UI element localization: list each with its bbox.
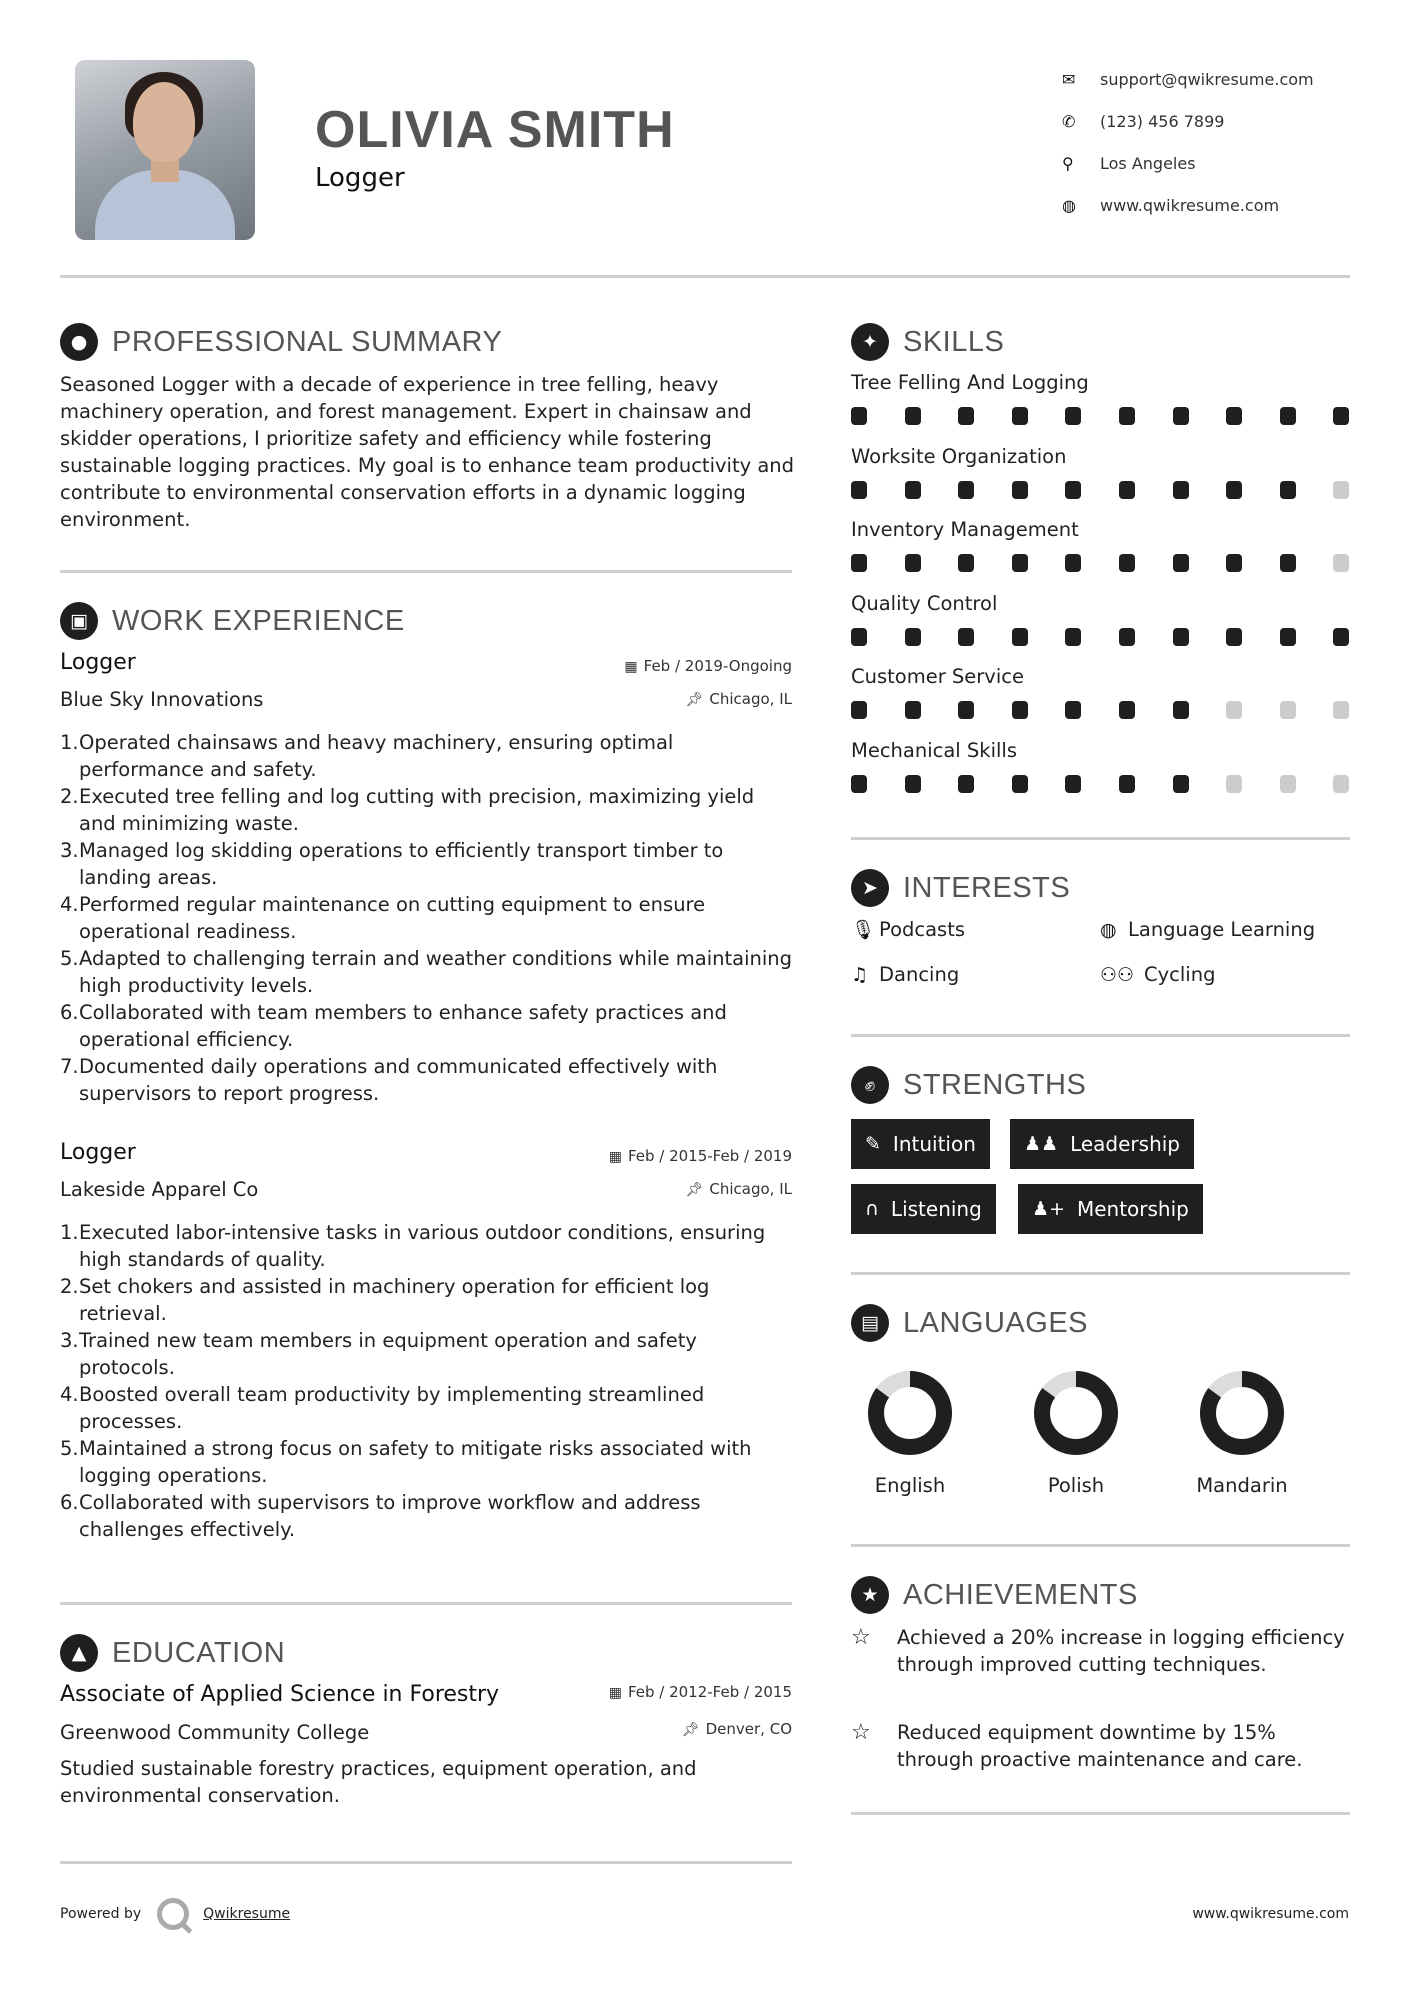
graduation-icon: ▲ [60, 1634, 98, 1672]
language-item [850, 1368, 970, 1497]
skill-name: Worksite Organization [851, 444, 1067, 468]
skill-dot [1065, 701, 1081, 719]
education-dates: ▦ Feb / 2012-Feb / 2015 [608, 1683, 792, 1701]
skill-dot [958, 775, 974, 793]
achievement-item: ☆ Reduced equipment downtime by 15% through proactive maintenance and care. [851, 1720, 1303, 1771]
briefcase-icon: ▣ [60, 602, 98, 640]
skill-dot [851, 775, 867, 793]
list-item: 4. Performed regular maintenance on cutting equipment to ensure operational readiness. [60, 893, 706, 943]
skill-dot [1119, 775, 1135, 793]
star-badge-icon: ★ [851, 1576, 889, 1614]
work-divider [60, 1602, 792, 1605]
education-divider [60, 1861, 792, 1864]
strength-tag: ✎ Intuition [851, 1119, 990, 1169]
skills-divider [851, 837, 1350, 840]
list-item: 5. Adapted to challenging terrain and weather conditions while maintaining high productivity levels. [60, 947, 793, 997]
strength-tag: ♟♟ Leadership [1010, 1119, 1194, 1169]
summary-heading: ● PROFESSIONAL SUMMARY [60, 323, 502, 361]
languages-divider [851, 1544, 1350, 1547]
list-item: 7. Documented daily operations and communicated effectively with supervisors to report progress. [60, 1055, 718, 1105]
skill-name: Quality Control [851, 591, 998, 615]
skill-name: Mechanical Skills [851, 738, 1017, 762]
microphone-icon: 🎙︎ [851, 919, 876, 941]
skill-dot [851, 554, 867, 572]
language-level-ring [1031, 1368, 1121, 1458]
languages-heading: ▤ LANGUAGES [851, 1304, 1088, 1342]
list-item: 1. Executed labor-intensive tasks in various outdoor conditions, ensuring high standards of quality. [60, 1221, 766, 1271]
skill-dot [958, 407, 974, 425]
pin-icon: 📌︎ [685, 1182, 704, 1198]
skill-dot [1012, 701, 1028, 719]
skill-dot [851, 701, 867, 719]
users-icon: ♟♟ [1024, 1133, 1059, 1155]
profile-photo [75, 60, 255, 240]
list-item: 4. Boosted overall team productivity by implementing streamlined processes. [60, 1383, 705, 1433]
skill-dot [1012, 407, 1028, 425]
skills-heading: ✦ SKILLS [851, 323, 1004, 361]
job-location: 📌︎ Chicago, IL [685, 1180, 792, 1198]
job-bullets [60, 729, 795, 1107]
skill-dot [1333, 701, 1349, 719]
list-item: 1. Operated chainsaws and heavy machinery, ensuring optimal performance and safety. [60, 731, 674, 781]
skill-dot [1119, 481, 1135, 499]
language-name: Polish [1047, 1474, 1105, 1497]
strengths-divider [851, 1272, 1350, 1275]
globe-icon: ◍ [1100, 918, 1117, 941]
skill-name: Customer Service [851, 665, 1024, 688]
skill-dot [1333, 628, 1349, 646]
envelope-icon: ✉ [1062, 69, 1076, 89]
skill-dot [905, 628, 921, 646]
education-location: 📌︎ Denver, CO [681, 1720, 792, 1738]
skill-dot [1119, 554, 1135, 572]
skill-dot [958, 554, 974, 572]
skill-dot [1012, 554, 1028, 572]
calendar-icon: ▦ [608, 1685, 622, 1701]
strength-tag: ♟+ Mentorship [1018, 1184, 1203, 1234]
calendar-icon: ▦ [608, 1149, 622, 1165]
job-title: Logger [60, 650, 136, 675]
skill-dot [1173, 628, 1189, 646]
job-company: Blue Sky Innovations [60, 688, 264, 711]
skill-rating [851, 775, 1351, 793]
skill-dot [1012, 775, 1028, 793]
skill-dot [1065, 775, 1081, 793]
language-name: Mandarin [1196, 1474, 1288, 1497]
contact-location: ⚲ Los Angeles [1062, 153, 1196, 173]
list-item: 6. Collaborated with supervisors to improve workflow and address challenges effectively. [60, 1491, 701, 1541]
skill-dot [1226, 701, 1242, 719]
language-item [1182, 1368, 1302, 1497]
summary-text: Seasoned Logger with a decade of experience in tree felling, heavy machinery operation, and forest management. Expert in chainsaw and skidder operations, I prioritize safety and efficiency while fostering sustainable logging practices. My goal is to enhance team productivity and contribute to environmental conservation efforts in a dynamic logging environment. [60, 373, 795, 531]
bicycle-icon: ⚇⚇ [1100, 963, 1135, 986]
job-dates: ▦ Feb / 2019-Ongoing [624, 657, 792, 675]
pin-icon: 📌︎ [685, 692, 704, 708]
skill-rating [851, 481, 1351, 499]
achievement-item: ☆ Achieved a 20% increase in logging efficiency through improved cutting techniques. [851, 1625, 1345, 1676]
interests-divider [851, 1034, 1350, 1037]
candidate-name: OLIVIA SMITH [315, 101, 675, 159]
skill-dot [1173, 554, 1189, 572]
skill-dot [1280, 554, 1296, 572]
skill-name: Tree Felling And Logging [851, 371, 1089, 394]
strength-tag: ∩ Listening [851, 1184, 996, 1234]
skill-dot [1280, 628, 1296, 646]
list-item: 6. Collaborated with team members to enhance safety practices and operational efficiency. [60, 1001, 727, 1051]
contact-phone[interactable]: ✆ (123) 456 7899 [1062, 111, 1225, 131]
skill-dot [1280, 407, 1296, 425]
magic-wand-icon: ✎ [865, 1133, 881, 1155]
fist-icon: ✊︎ [851, 1066, 889, 1104]
brand-link[interactable]: Qwikresume [203, 1906, 291, 1922]
headphones-icon: ∩ [865, 1198, 879, 1220]
skill-dot [905, 407, 921, 425]
skill-dot [1065, 481, 1081, 499]
skill-dot [905, 701, 921, 719]
skill-dot [1119, 628, 1135, 646]
list-item: 2. Executed tree felling and log cutting with precision, maximizing yield and minimizing waste. [60, 785, 755, 835]
list-item: 3. Trained new team members in equipment operation and safety protocols. [60, 1329, 697, 1379]
strengths-heading: ✊︎ STRENGTHS [851, 1066, 1086, 1104]
skill-dot [1119, 701, 1135, 719]
header-divider [60, 275, 1350, 278]
footer-powered-by: Powered by Qwikresume [60, 1898, 290, 1930]
skill-dot [1333, 554, 1349, 572]
map-pin-icon: ⚲ [1062, 153, 1074, 173]
skill-dot [1280, 481, 1296, 499]
skill-dot [1226, 481, 1242, 499]
language-level-ring [1197, 1368, 1287, 1458]
skill-dot [958, 481, 974, 499]
skill-dot [851, 628, 867, 646]
skill-dot [1012, 481, 1028, 499]
skill-dot [851, 481, 867, 499]
skill-dot [958, 701, 974, 719]
skill-dot [958, 628, 974, 646]
achievements-heading: ★ ACHIEVEMENTS [851, 1576, 1138, 1614]
work-heading: ▣ WORK EXPERIENCE [60, 602, 405, 640]
candidate-title: Logger [315, 163, 405, 193]
contact-email[interactable]: ✉ support@qwikresume.com [1062, 69, 1314, 89]
list-item: 2. Set chokers and assisted in machinery operation for efficient log retrieval. [60, 1275, 710, 1325]
user-icon: ● [60, 323, 98, 361]
skill-dot [1226, 407, 1242, 425]
job-location: 📌︎ Chicago, IL [685, 690, 792, 708]
shooting-star-icon: ☆ [851, 1625, 871, 1650]
footer-url[interactable]: www.qwikresume.com [1192, 1906, 1349, 1922]
skill-dot [1280, 701, 1296, 719]
music-note-icon: ♫ [851, 963, 869, 986]
education-heading: ▲ EDUCATION [60, 1634, 285, 1672]
skill-dot [1333, 775, 1349, 793]
skill-rating [851, 554, 1351, 572]
skill-rating [851, 407, 1351, 425]
skill-dot [1226, 775, 1242, 793]
pin-icon: 📌︎ [681, 1722, 700, 1738]
language-icon: ▤ [851, 1304, 889, 1342]
paper-plane-icon: ➤ [851, 869, 889, 907]
job-company: Lakeside Apparel Co [60, 1178, 259, 1201]
interest-dancing: ♫ Dancing [851, 963, 960, 986]
user-plus-icon: ♟+ [1032, 1198, 1065, 1220]
job-title: Logger [60, 1140, 136, 1165]
interests-heading: ➤ INTERESTS [851, 869, 1070, 907]
education-text: Studied sustainable forestry practices, equipment operation, and environmental conservation. [60, 1757, 697, 1807]
list-item: 3. Managed log skidding operations to efficiently transport timber to landing areas. [60, 839, 724, 889]
skill-dot [1226, 628, 1242, 646]
skill-dot [1333, 407, 1349, 425]
skill-dot [905, 775, 921, 793]
skill-dot [1065, 407, 1081, 425]
language-item [1016, 1368, 1136, 1497]
interest-podcasts: 🎙︎ Podcasts [851, 918, 966, 941]
skill-dot [905, 554, 921, 572]
degree-title: Associate of Applied Science in Forestry [60, 1682, 500, 1707]
interest-language-learning: ◍ Language Learning [1100, 918, 1316, 941]
skill-dot [1173, 407, 1189, 425]
job-dates: ▦ Feb / 2015-Feb / 2019 [608, 1147, 792, 1165]
skill-dot [905, 481, 921, 499]
qwikresume-logo-icon [157, 1898, 189, 1930]
interest-cycling: ⚇⚇ Cycling [1100, 963, 1216, 986]
language-name: English [874, 1474, 946, 1497]
skill-rating [851, 628, 1351, 646]
skill-dot [1065, 628, 1081, 646]
skill-dot [1012, 628, 1028, 646]
school-name: Greenwood Community College [60, 1721, 370, 1744]
skill-dot [1173, 701, 1189, 719]
skill-dot [851, 407, 867, 425]
lightbulb-icon: ✦ [851, 323, 889, 361]
globe-icon: ◍ [1062, 195, 1076, 215]
job-bullets [60, 1219, 795, 1543]
summary-divider [60, 570, 792, 573]
skill-dot [1119, 407, 1135, 425]
shooting-star-icon: ☆ [851, 1720, 871, 1745]
contact-list [1062, 58, 1362, 226]
phone-icon: ✆ [1062, 111, 1076, 131]
language-level-ring [865, 1368, 955, 1458]
skill-name: Inventory Management [851, 518, 1079, 541]
list-item: 5. Maintained a strong focus on safety to mitigate risks associated with logging operations. [60, 1437, 752, 1487]
skill-dot [1065, 554, 1081, 572]
contact-website[interactable]: ◍ www.qwikresume.com [1062, 195, 1280, 215]
achievements-divider [851, 1812, 1350, 1815]
skill-dot [1173, 481, 1189, 499]
skill-dot [1173, 775, 1189, 793]
skill-dot [1333, 481, 1349, 499]
skill-rating [851, 701, 1351, 719]
skill-dot [1226, 554, 1242, 572]
skill-dot [1280, 775, 1296, 793]
calendar-icon: ▦ [624, 659, 638, 675]
